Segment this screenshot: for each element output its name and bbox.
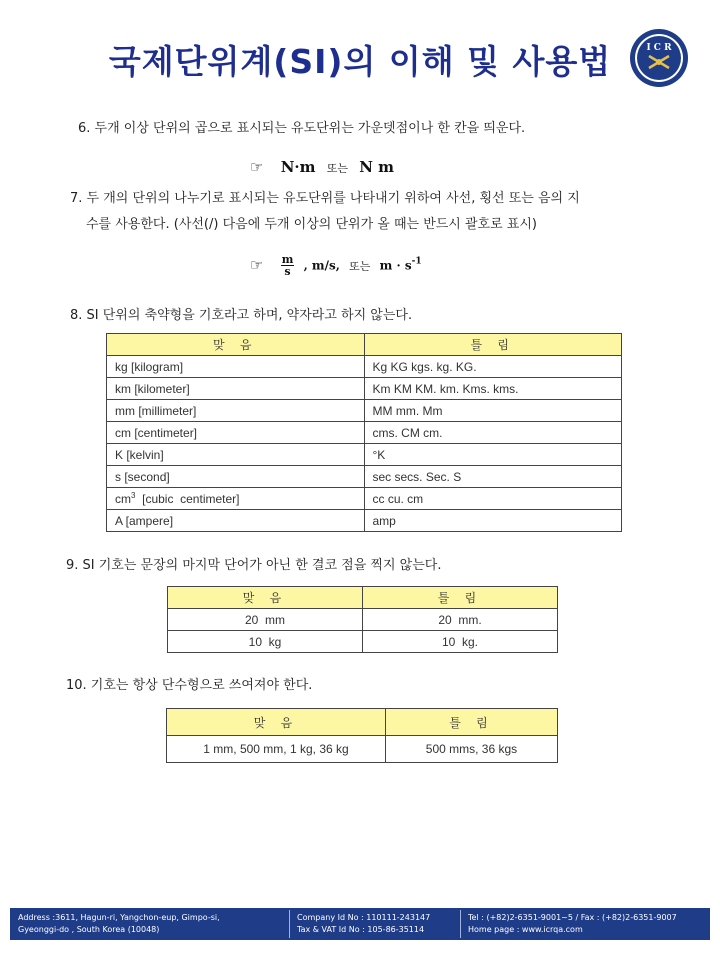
footer-phone: Tel : (+82)2-6351-9001~5 / Fax : (+82)2-6351-9007 <box>468 913 677 922</box>
rule-9-text: 9. SI 기호는 문장의 마지막 단어가 아닌 한 결코 점을 찍지 않는다. <box>66 558 442 573</box>
table-cell-right: mm [millimeter] <box>107 400 365 422</box>
table-cell-wrong: amp <box>364 510 622 532</box>
footer-address-line1: Address :3611, Hagun-ri, Yangchon-eup, Gimpo-si, <box>18 913 220 922</box>
footer-tax-id: Tax & VAT Id No : 105-86-35114 <box>297 925 425 934</box>
footer-contact <box>468 912 677 936</box>
table-row <box>167 736 558 763</box>
rule-8-table <box>106 333 622 532</box>
table-row <box>107 378 622 400</box>
table-header-wrong: 틀 림 <box>363 587 558 609</box>
rule-7-example-slash: , m/s, <box>303 258 340 273</box>
table-row <box>107 422 622 444</box>
table-cell-wrong: cc cu. cm <box>364 488 622 510</box>
page-title: 국제단위계(SI)의 이해 및 사용법 <box>108 42 612 81</box>
unit-description: [cubic centimeter] <box>135 492 240 506</box>
rule-8-text: 8. SI 단위의 축약형을 기호라고 하며, 약자라고 하지 않는다. <box>70 308 413 323</box>
table-cell-right <box>107 488 365 510</box>
footer-divider <box>460 910 461 938</box>
table-cell-right: A [ampere] <box>107 510 365 532</box>
fraction-denominator: s <box>284 265 291 278</box>
table-row <box>107 510 622 532</box>
logo-text: I C R <box>646 43 672 53</box>
icr-logo <box>629 28 689 88</box>
table-header-wrong: 틀 림 <box>364 334 622 356</box>
rule-7-example-or: 또는 <box>349 259 371 273</box>
table-cell-right: 1 mm, 500 mm, 1 kg, 36 kg <box>167 736 386 763</box>
table-cell-wrong: 10 kg. <box>363 631 558 653</box>
rule-7-text-line2: 수를 사용한다. (사선(/) 다음에 두개 이상의 단위가 올 때는 반드시 괄호로 표시) <box>86 217 537 232</box>
table-cell-right: 20 mm <box>168 609 363 631</box>
fraction <box>281 254 295 277</box>
table-cell-right: K [kelvin] <box>107 444 365 466</box>
table-row <box>107 400 622 422</box>
table-cell-wrong: 500 mms, 36 kgs <box>385 736 557 763</box>
table-cell-right: cm [centimeter] <box>107 422 365 444</box>
table-cell-wrong: Kg KG kgs. kg. KG. <box>364 356 622 378</box>
pointing-hand-icon: ☞ <box>250 255 264 274</box>
table-row <box>107 444 622 466</box>
rule-10-table <box>166 708 558 763</box>
rule-6-example-b: N m <box>359 158 395 176</box>
table-header-right: 맞 음 <box>168 587 363 609</box>
rule-10-text: 10. 기호는 항상 단수형으로 쓰여져야 한다. <box>66 678 313 693</box>
table-cell-right: 10 kg <box>168 631 363 653</box>
table-cell-wrong: cms. CM cm. <box>364 422 622 444</box>
pointing-hand-icon: ☞ <box>250 158 264 176</box>
table-row <box>107 488 622 510</box>
rule-7-text-line1: 7. 두 개의 단위의 나누기로 표시되는 유도단위를 나타내기 위하여 사선, 횡선 또는 음의 지 <box>70 191 580 206</box>
table-cell-right: s [second] <box>107 466 365 488</box>
table-header-right: 맞 음 <box>107 334 365 356</box>
footer-homepage-link[interactable]: Home page : www.icrqa.com <box>468 925 583 934</box>
fraction-numerator: m <box>281 253 294 266</box>
table-cell-wrong: MM mm. Mm <box>364 400 622 422</box>
rule-9-table <box>167 586 558 653</box>
rule-6-text: 6. 두개 이상 단위의 곱으로 표시되는 유도단위는 가운뎃점이나 한 칸을 띄운다. <box>78 121 526 136</box>
table-cell-wrong: °K <box>364 444 622 466</box>
footer-divider <box>289 910 290 938</box>
footer-company-id: Company Id No : 110111-243147 <box>297 913 431 922</box>
table-cell-wrong: Km KM KM. km. Kms. kms. <box>364 378 622 400</box>
footer-address <box>18 912 220 936</box>
rule-7-example-neg: m · s <box>379 258 412 273</box>
table-cell-right: kg [kilogram] <box>107 356 365 378</box>
rule-6-example-or: 또는 <box>326 162 348 175</box>
unit-exponent: 3 <box>131 491 136 500</box>
table-header-wrong: 틀 림 <box>385 709 557 736</box>
rule-7-example-exponent: -1 <box>411 256 422 267</box>
table-cell-wrong: sec secs. Sec. S <box>364 466 622 488</box>
rule-6-example-a: N·m <box>280 158 316 176</box>
rule-7-example <box>250 254 422 277</box>
footer-address-line2: Gyeonggi-do , South Korea (10048) <box>18 925 160 934</box>
footer-company <box>297 912 430 936</box>
table-row <box>107 466 622 488</box>
table-header-right: 맞 음 <box>167 709 386 736</box>
table-row <box>107 356 622 378</box>
table-row <box>168 609 558 631</box>
footer-bar <box>10 908 710 940</box>
table-row <box>168 631 558 653</box>
rule-6-example <box>250 158 394 176</box>
unit-base: cm <box>115 492 131 506</box>
table-cell-wrong: 20 mm. <box>363 609 558 631</box>
table-cell-right: km [kilometer] <box>107 378 365 400</box>
